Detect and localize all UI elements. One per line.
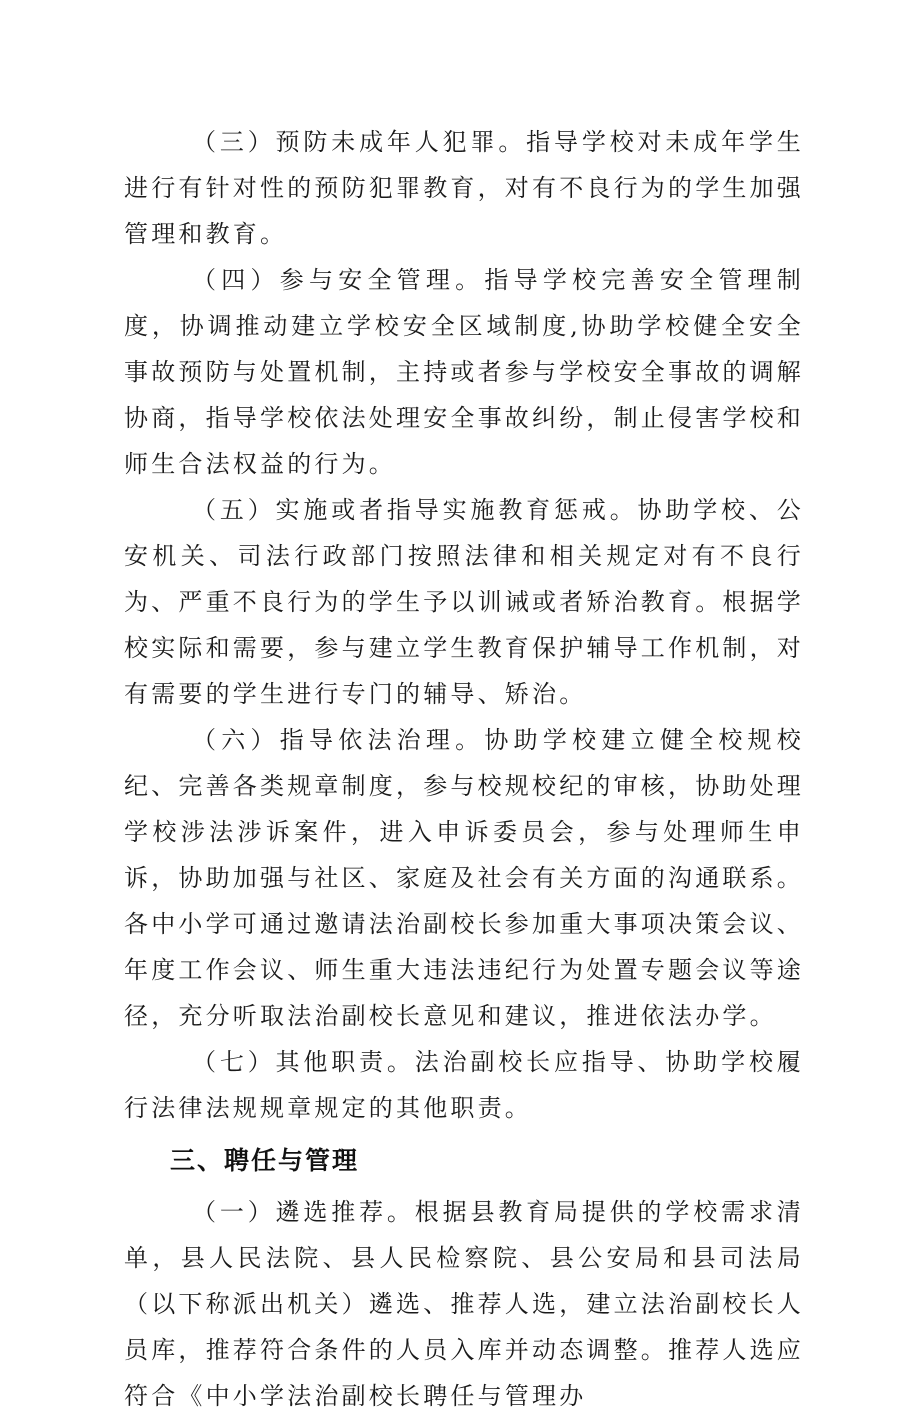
paragraph-legal-governance: （六）指导依法治理。协助学校建立健全校规校纪、完善各类规章制度，参与校规校纪的审核，协助处理学校涉法涉诉案件，进入申诉委员会，参与处理师生申诉，协助加强与社区、家庭及社会有关方面的沟通联系。各中小学可通过邀请法治副校长参加重大事项决策会议、年度工作会议、师生重大违法违纪行为处置专题会议等途径，充分听取法治副校长意见和建议，推进依法办学。 [124, 726, 804, 1030]
paragraph-education-discipline: （五）实施或者指导实施教育惩戒。协助学校、公安机关、司法行政部门按照法律和相关规定对有不良行为、严重不良行为的学生予以训诫或者矫治教育。根据学校实际和需要，参与建立学生教育保护辅导工作机制，对有需要的学生进行专门的辅导、矫治。 [124, 496, 804, 708]
section-heading: 三、聘任与管理 [170, 1146, 360, 1175]
document-body [124, 119, 804, 1419]
paragraph-selection-recommendation: （一）遴选推荐。根据县教育局提供的学校需求清单，县人民法院、县人民检察院、县公安局和县司法局（以下称派出机关）遴选、推荐人选，建立法治副校长人员库，推荐符合条件的人员入库并动态调整。推荐人选应符合《中小学法治副校长聘任与管理办 [124, 1198, 804, 1410]
paragraph-safety-management: （四）参与安全管理。指导学校完善安全管理制度，协调推动建立学校安全区域制度,协助学校健全安全事故预防与处置机制，主持或者参与学校安全事故的调解协商，指导学校依法处理安全事故纠纷，制止侵害学校和师生合法权益的行为。 [124, 266, 804, 478]
paragraph-other-duties: （七）其他职责。法治副校长应指导、协助学校履行法律法规规章规定的其他职责。 [124, 1048, 804, 1122]
paragraph-prevent-juvenile-crime: （三）预防未成年人犯罪。指导学校对未成年学生进行有针对性的预防犯罪教育，对有不良行为的学生加强管理和教育。 [124, 128, 804, 248]
